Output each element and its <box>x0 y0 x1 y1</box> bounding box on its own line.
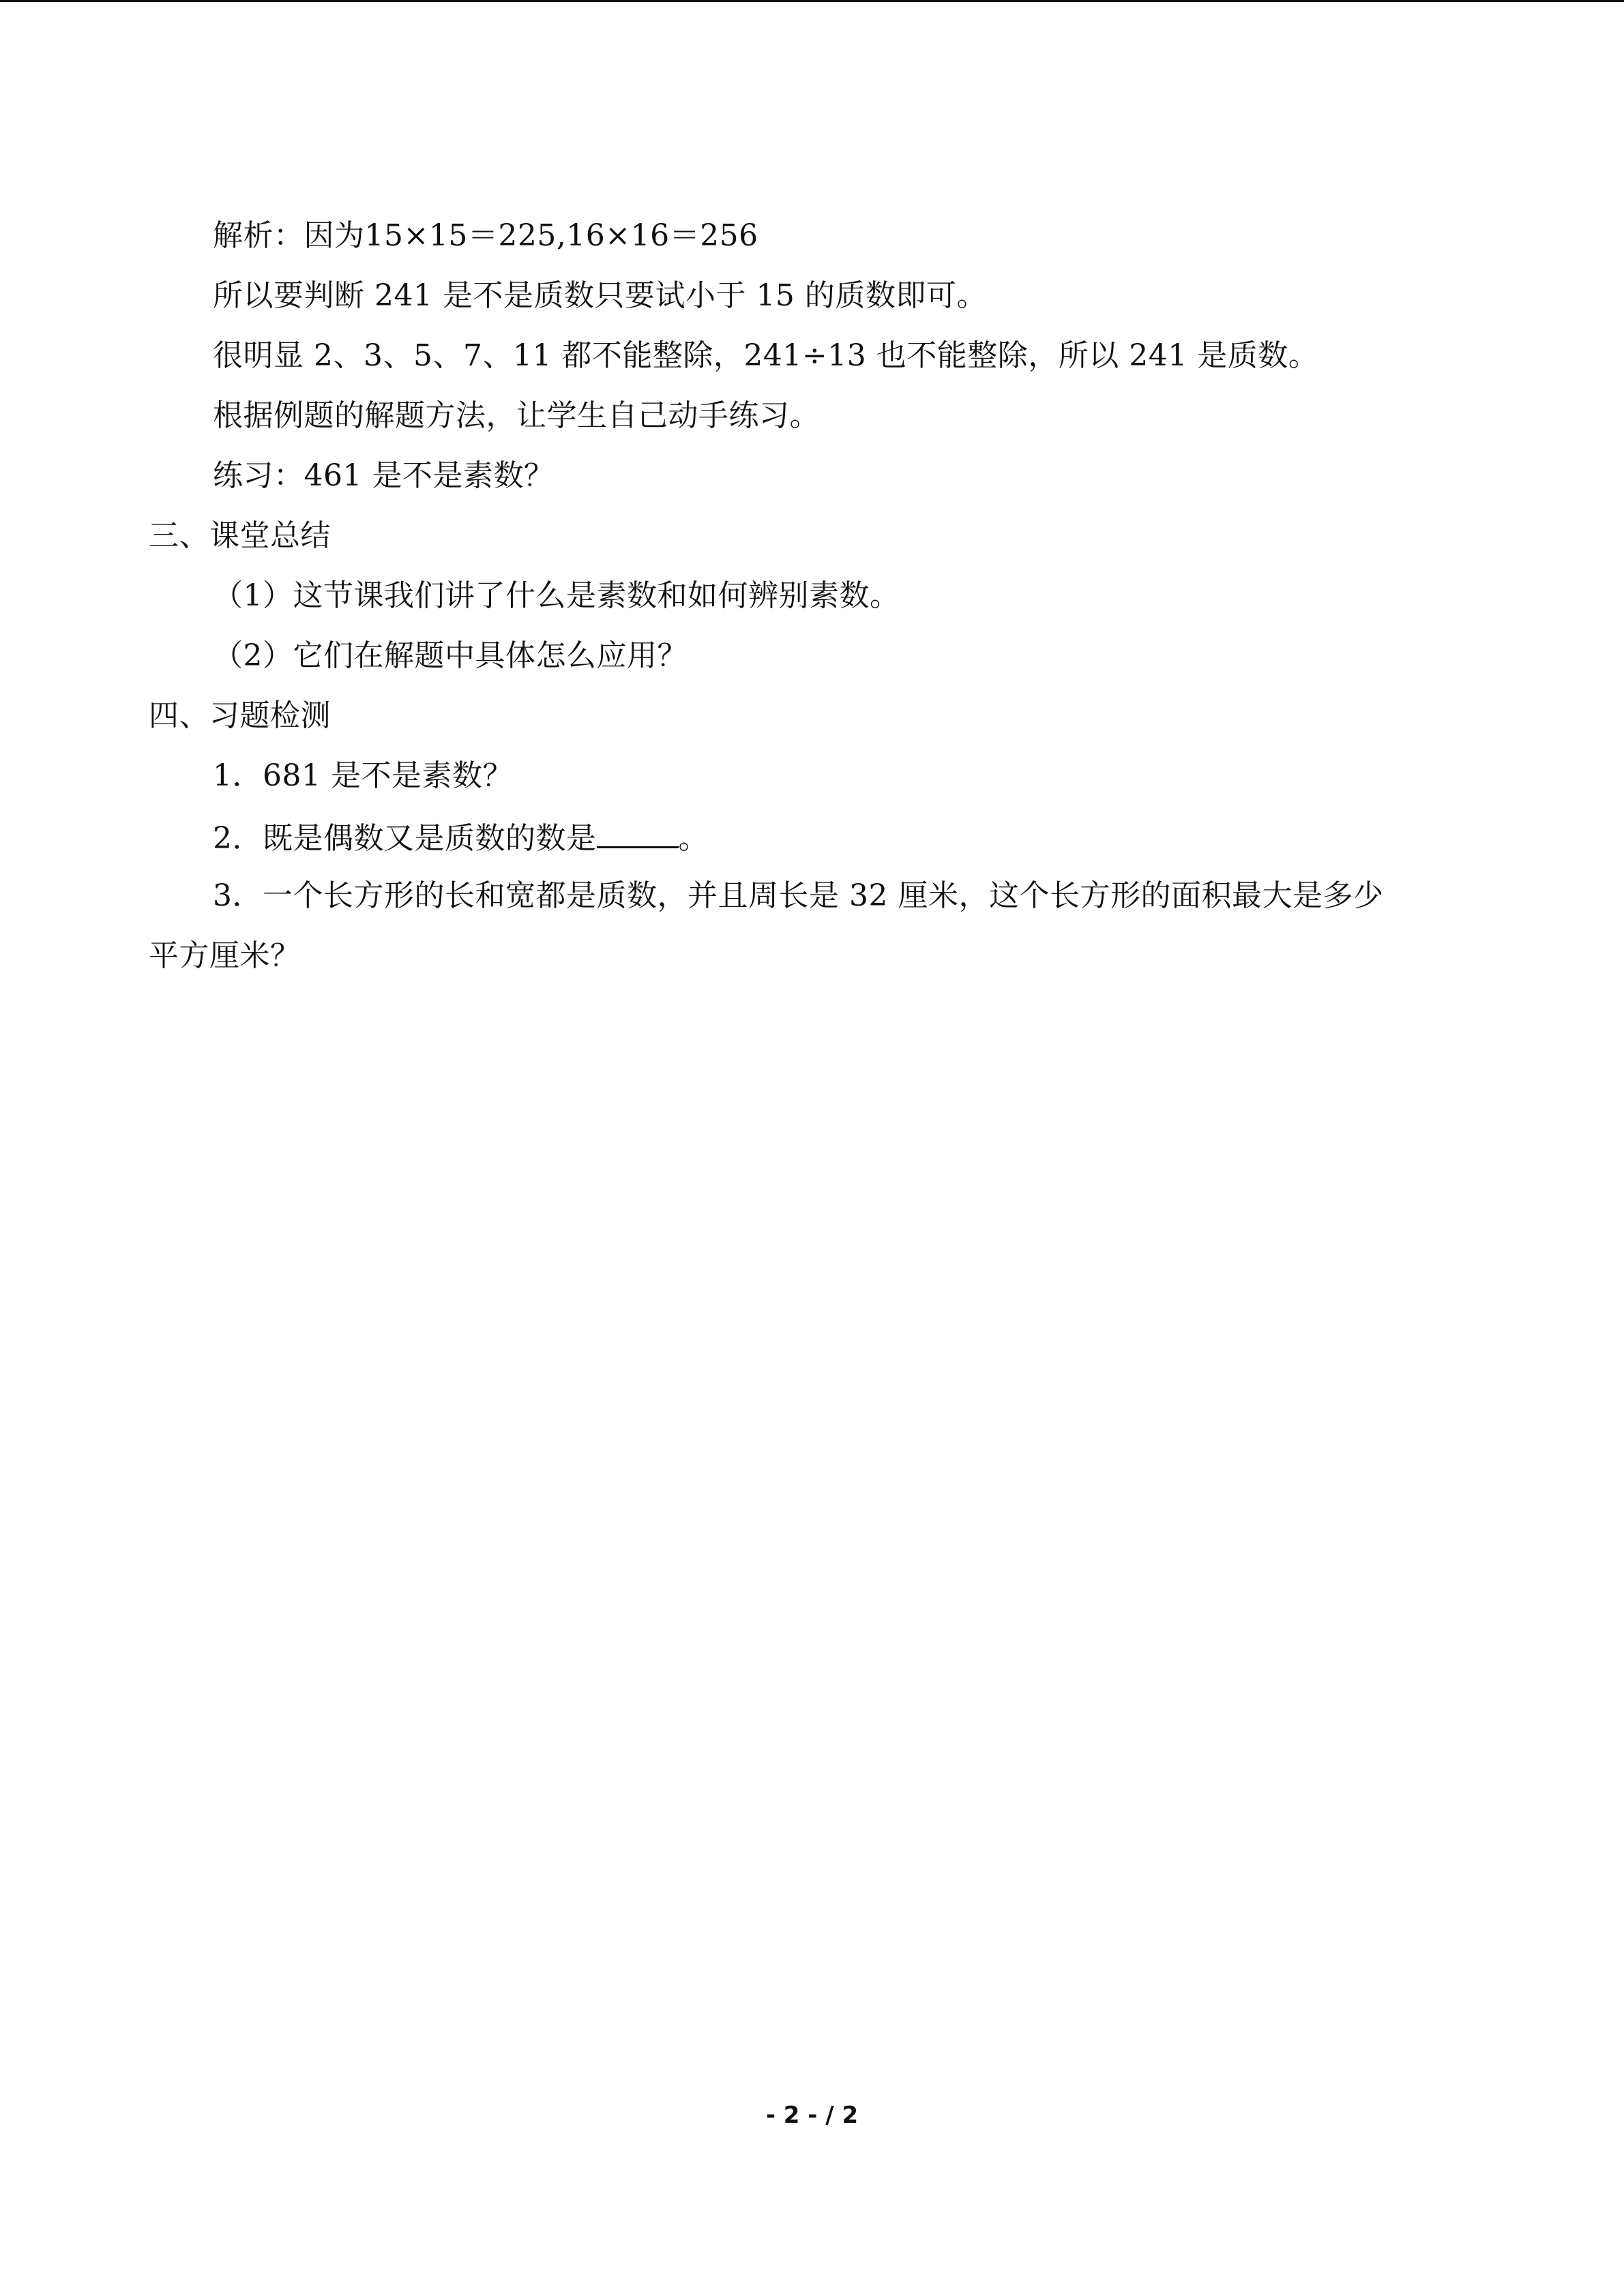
obvious-line: 很明显 2、3、5、7、11 都不能整除，241÷13 也不能整除，所以 241 是质数。 <box>213 338 1319 373</box>
top-border-line <box>0 0 1624 2</box>
summary-heading: 三、课堂总结 <box>149 518 331 553</box>
question-2-end: 。 <box>678 821 709 856</box>
exercise-question-1: 1．681 是不是素数？ <box>213 758 513 793</box>
summary-item-2: （2）它们在解题中具体怎么应用？ <box>213 638 688 673</box>
exercise-question-3-line-1: 3．一个长方形的长和宽都是质数，并且周长是 32 厘米，这个长方形的面积最大是多少 <box>213 878 1384 913</box>
method-line: 根据例题的解题方法，让学生自己动手练习。 <box>213 398 820 433</box>
question-2-text: 2．既是偶数又是质数的数是 <box>213 821 597 856</box>
analysis-label: 解析：因为 <box>213 218 365 253</box>
summary-item-1: （1）这节课我们讲了什么是素数和如何辨别素数。 <box>213 578 900 613</box>
page-number: - 2 - / 2 <box>765 2102 859 2129</box>
exercise-question-2 <box>213 818 709 859</box>
answer-blank <box>597 819 679 848</box>
analysis-formula: 15×15＝225,16×16＝256 <box>364 218 758 253</box>
analysis-line <box>213 215 758 256</box>
judge-line: 所以要判断 241 是不是质数只要试小于 15 的质数即可。 <box>213 278 987 313</box>
exercise-heading: 四、习题检测 <box>149 698 331 733</box>
practice-line: 练习：461 是不是素数？ <box>213 458 555 493</box>
exercise-question-3-line-2: 平方厘米？ <box>149 938 301 973</box>
